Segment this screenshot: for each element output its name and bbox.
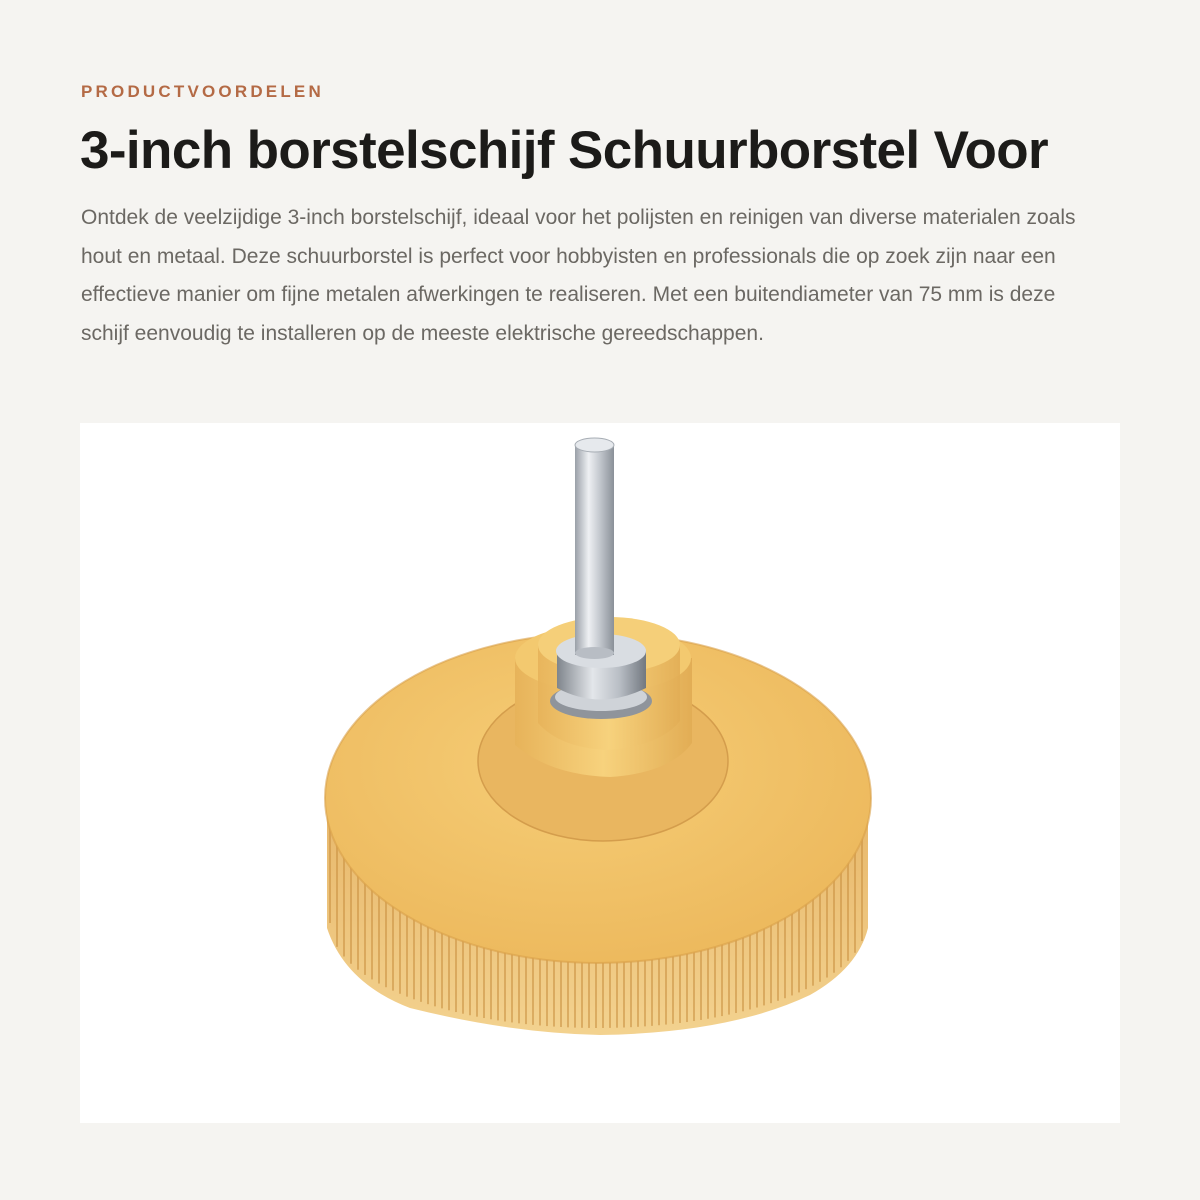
- section-title: 3-inch borstelschijf Schuurborstel Voor: [80, 121, 1049, 180]
- metal-shaft: [575, 445, 614, 655]
- section-description: Ontdek de veelzijdige 3-inch borstelschijf, ideaal voor het polijsten en reinigen van diverse materialen zoals hout en metaal. Deze schuurborstel is perfect voor hobbyisten en professionals die op zoek zijn naar een effectieve manier om fijne metalen afwerkingen te realiseren. Met een buitendiameter van 75 mm is deze schijf eenvoudig te installeren op de meeste elektrische gereedschappen.: [81, 206, 1076, 345]
- product-image: [80, 423, 1120, 1123]
- eyebrow-label: PRODUCTVOORDELEN: [81, 82, 324, 101]
- bristle-disc-illustration: [80, 423, 1120, 1123]
